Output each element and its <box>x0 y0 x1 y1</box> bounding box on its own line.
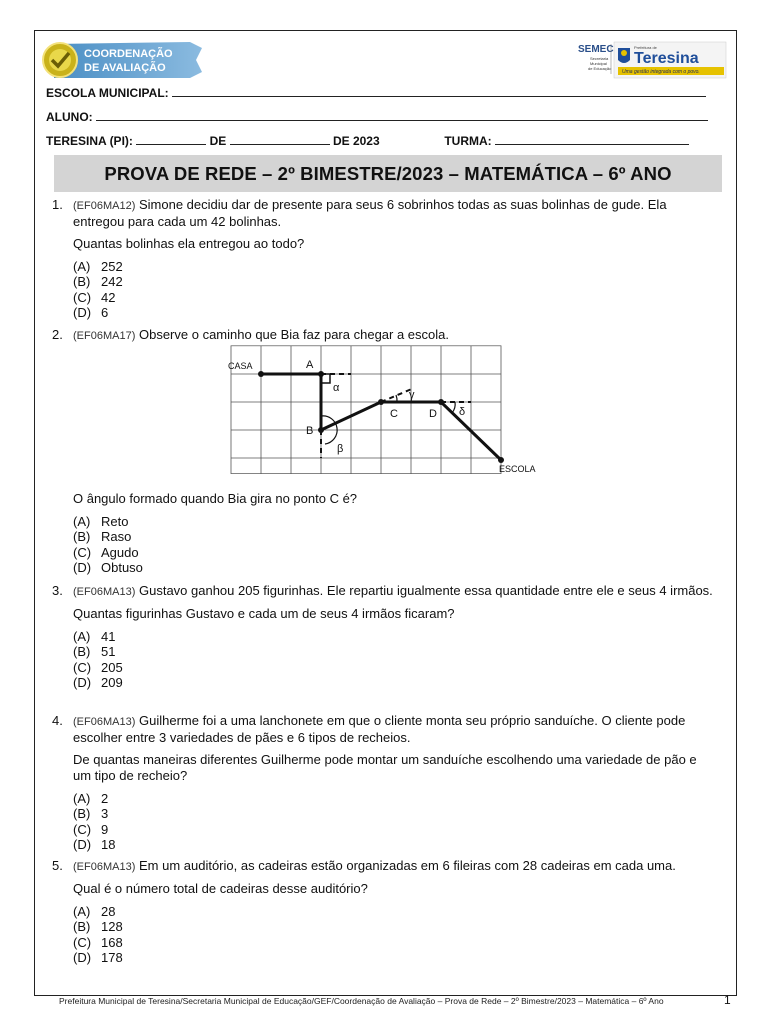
delta-arc <box>452 402 455 413</box>
label-beta: β <box>337 443 344 455</box>
option-b[interactable]: (B) 51 <box>73 644 116 660</box>
option-d[interactable]: (D) 6 <box>73 304 109 320</box>
question-ask: Quantas bolinhas ela entregou ao todo? <box>73 236 305 251</box>
label-escola: ESCOLA <box>499 464 536 474</box>
option-c[interactable]: (C) 42 <box>73 289 116 305</box>
de1-label: DE <box>209 134 227 148</box>
option-c[interactable]: (C) Agudo <box>73 544 139 560</box>
footer-text: Prefeitura Municipal de Teresina/Secretaria Municipal de Educação/GEF/Coordenação de Avaliação – Prova de Rede – 2º Bimestre/2023 – Matemática – 6º Ano <box>59 996 664 1006</box>
question-ask: Quantas figurinhas Gustavo e cada um de seus 4 irmãos ficaram? <box>73 606 455 621</box>
exam-title: PROVA DE REDE – 2º BIMESTRE/2023 – MATEMÁTICA – 6º ANO <box>54 155 722 192</box>
question-5 <box>52 858 716 965</box>
logo-text-line1: COORDENAÇÃO <box>84 48 173 60</box>
skill-code: (EF06MA13) <box>73 716 136 728</box>
question-text: Em um auditório, as cadeiras estão organizadas em 6 fileiras com 28 cadeiras em cada uma. <box>138 858 676 873</box>
question-3 <box>52 583 716 690</box>
label-d: D <box>429 408 437 420</box>
options-list <box>73 791 716 852</box>
question-4 <box>52 713 716 852</box>
month-field[interactable] <box>230 135 330 145</box>
option-d[interactable]: (D) 209 <box>73 674 123 690</box>
option-b[interactable]: (B) Raso <box>73 529 132 545</box>
option-a[interactable]: (A) 2 <box>73 791 109 806</box>
de2-label: DE 2023 <box>332 134 380 148</box>
option-a[interactable]: (A) 252 <box>73 259 123 274</box>
aluno-field[interactable] <box>96 111 708 121</box>
question-1 <box>52 197 716 320</box>
options-list <box>73 904 716 965</box>
question-text: Simone decidiu dar de presente para seus 6 sobrinhos todas as suas bolinhas de gude. Ela entregou para cada um 42 bolinhas. <box>73 197 667 229</box>
semec-teresina-logo <box>576 40 728 80</box>
skill-code: (EF06MA12) <box>73 200 136 212</box>
option-c[interactable]: (C) 168 <box>73 934 123 950</box>
escola-label: ESCOLA MUNICIPAL: <box>46 86 169 100</box>
semec-sub3: de Educação <box>588 66 612 71</box>
path-diagram <box>226 344 546 478</box>
turma-label: TURMA: <box>444 134 492 148</box>
option-a[interactable]: (A) 41 <box>73 629 116 644</box>
question-text: Guilherme foi a uma lanchonete em que o cliente monta seu próprio sanduíche. O cliente pode escolher entre 3 variedades de pães e 6 tipos de recheios. <box>73 713 686 745</box>
options-list <box>73 514 716 575</box>
option-a[interactable]: (A) Reto <box>73 514 129 529</box>
day-field[interactable] <box>136 135 206 145</box>
coordenacao-avaliacao-logo <box>40 40 202 80</box>
date-turma-line <box>46 134 689 148</box>
question-number: 1. <box>52 197 63 212</box>
semec-sub2: Municipal <box>590 61 607 66</box>
option-d[interactable]: (D) 18 <box>73 836 116 852</box>
escola-line <box>46 86 706 100</box>
option-c[interactable]: (C) 9 <box>73 821 109 837</box>
question-text: Observe o caminho que Bia faz para chegar a escola. <box>138 327 449 342</box>
question-ask: Qual é o número total de cadeiras desse auditório? <box>73 881 368 896</box>
options-list <box>73 259 716 320</box>
label-gamma: γ <box>409 389 415 401</box>
aluno-label: ALUNO: <box>46 110 93 124</box>
option-b[interactable]: (B) 242 <box>73 274 123 290</box>
prefeitura-name: Teresina <box>634 50 699 67</box>
teresina-label: TERESINA (PI): <box>46 134 133 148</box>
option-b[interactable]: (B) 3 <box>73 806 109 822</box>
option-a[interactable]: (A) 28 <box>73 904 116 919</box>
semec-title: SEMEC <box>578 44 614 55</box>
question-text: Gustavo ganhou 205 figurinhas. Ele repartiu igualmente essa quantidade entre ele e seus 4 irmãos. <box>138 583 713 598</box>
prefeitura-small: Prefeitura de <box>634 45 657 50</box>
label-c: C <box>390 408 398 420</box>
option-d[interactable]: (D) 178 <box>73 949 123 965</box>
label-casa: CASA <box>228 361 253 371</box>
question-2-ask <box>52 491 716 575</box>
question-number: 2. <box>52 327 63 342</box>
question-number: 5. <box>52 858 63 873</box>
label-a: A <box>306 359 314 371</box>
option-c[interactable]: (C) 205 <box>73 659 123 675</box>
semec-sub1: Secretaria <box>590 56 609 61</box>
label-alpha: α <box>333 382 340 394</box>
label-delta: δ <box>459 406 466 418</box>
question-number: 3. <box>52 583 63 598</box>
skill-code: (EF06MA17) <box>73 330 136 342</box>
option-d[interactable]: (D) Obtuso <box>73 559 143 575</box>
prefeitura-slogan: Uma gestão integrada com o povo. <box>622 69 700 75</box>
skill-code: (EF06MA13) <box>73 861 136 873</box>
option-b[interactable]: (B) 128 <box>73 919 123 935</box>
question-number: 4. <box>52 713 63 728</box>
escola-field[interactable] <box>172 87 706 97</box>
question-ask: De quantas maneiras diferentes Guilherme pode montar um sanduíche escolhendo uma variedade de pão e um tipo de recheio? <box>73 752 697 783</box>
logo-text-line2: DE AVALIAÇÃO <box>84 62 166 74</box>
question-2 <box>52 327 716 344</box>
options-list <box>73 629 716 690</box>
skill-code: (EF06MA13) <box>73 586 136 598</box>
page-number: 1 <box>724 993 731 1007</box>
question-ask: O ângulo formado quando Bia gira no ponto C é? <box>73 491 358 506</box>
label-b: B <box>306 425 314 437</box>
turma-field[interactable] <box>495 135 689 145</box>
aluno-line <box>46 110 708 124</box>
